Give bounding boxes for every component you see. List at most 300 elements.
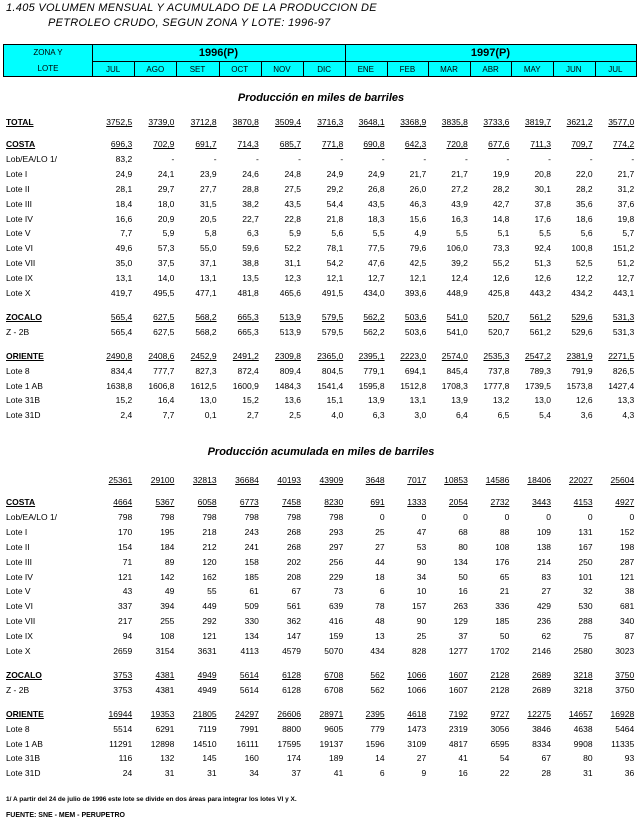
- cell-value: 5,1: [497, 228, 510, 239]
- cell-value: 29100: [150, 475, 175, 485]
- cell-value: 779,1: [363, 365, 385, 376]
- cell-value: 5614: [239, 684, 259, 695]
- cell-value: 6128: [282, 669, 301, 680]
- cell-value: 263: [453, 601, 468, 612]
- cell-value: 25604: [610, 475, 635, 485]
- cell-value: 52,5: [576, 258, 593, 269]
- cell-value: 2689: [532, 669, 551, 680]
- cell-value: 562,2: [363, 326, 385, 337]
- cell-value: 241: [244, 541, 259, 552]
- row-label: Lote I: [6, 526, 28, 537]
- cell-value: 1606,8: [148, 380, 175, 391]
- cell-value: 145: [202, 753, 217, 764]
- cell-value: 3023: [615, 646, 635, 656]
- cell-value: 120: [202, 556, 217, 567]
- cell-value: 18,0: [157, 198, 175, 209]
- cell-value: 531,3: [612, 311, 635, 322]
- cell-value: 531,3: [612, 326, 635, 337]
- cell-value: 7,7: [162, 410, 175, 421]
- cell-value: 20,5: [200, 213, 217, 224]
- cell-value: 5,9: [289, 228, 301, 239]
- table-row: [0, 474, 642, 487]
- cell-value: 12,3: [284, 273, 301, 284]
- cell-value: 20,9: [157, 213, 175, 224]
- cell-value: 690,8: [363, 139, 385, 149]
- cell-value: 1473: [407, 723, 427, 734]
- table-row: [0, 752, 642, 765]
- cell-value: 2395,1: [358, 350, 385, 361]
- cell-value: 7119: [198, 723, 217, 734]
- cell-value: 872,4: [237, 365, 259, 376]
- cell-value: 35,0: [115, 258, 133, 269]
- cell-value: 779: [370, 723, 385, 734]
- row-label: COSTA: [6, 497, 36, 507]
- cell-value: 3752,5: [106, 117, 133, 127]
- cell-value: 481,8: [237, 288, 259, 298]
- row-label: ZOCALO: [6, 311, 42, 322]
- cell-value: 14586: [485, 475, 510, 485]
- cell-value: 5,5: [372, 228, 385, 239]
- cell-value: 88: [499, 526, 510, 537]
- header-lote: LOTE: [37, 64, 59, 73]
- cell-value: 12,4: [451, 273, 468, 284]
- cell-value: 1333: [407, 497, 427, 507]
- table-row: [0, 138, 642, 151]
- cell-value: 448,9: [446, 288, 468, 298]
- cell-value: 2,7: [246, 410, 259, 421]
- cell-value: 0: [629, 511, 635, 522]
- cell-value: 43,9: [451, 198, 468, 209]
- cell-value: 0: [379, 511, 385, 522]
- row-label: Lote 31D: [6, 410, 41, 421]
- table-row: [0, 585, 642, 598]
- cell-value: 491,5: [321, 288, 344, 298]
- cell-value: 6: [379, 586, 385, 597]
- cell-value: 116: [118, 753, 133, 764]
- cell-value: 293: [329, 526, 344, 537]
- cell-value: 14,8: [492, 213, 510, 224]
- cell-value: 287: [620, 556, 635, 567]
- cell-value: 93: [624, 753, 635, 764]
- cell-value: 1595,8: [358, 380, 385, 391]
- cell-value: 2547,2: [525, 350, 551, 361]
- cell-value: 627,5: [153, 311, 175, 322]
- cell-value: 21,8: [326, 213, 344, 224]
- cell-value: 0: [463, 511, 468, 522]
- cell-value: 27: [541, 586, 551, 597]
- cell-value: 20,8: [534, 168, 551, 179]
- cell-value: 477,1: [195, 288, 217, 298]
- cell-value: 55: [207, 586, 217, 597]
- cell-value: 288: [578, 616, 593, 627]
- cell-value: 28,2: [492, 183, 510, 194]
- cell-value: 77,5: [368, 243, 385, 254]
- cell-value: 2,5: [289, 410, 301, 421]
- cell-value: 147: [286, 631, 301, 642]
- cell-value: 250: [578, 556, 593, 567]
- cell-value: 31: [207, 768, 217, 779]
- cell-value: 22,7: [242, 213, 259, 224]
- cell-value: 393,6: [404, 288, 427, 298]
- cell-value: 32813: [192, 475, 217, 485]
- table-row: [0, 311, 642, 324]
- cell-value: 41: [458, 753, 468, 764]
- cell-value: 4638: [573, 723, 593, 734]
- cell-value: 13,5: [242, 273, 259, 284]
- table-row: [0, 350, 642, 363]
- cell-value: 54,2: [326, 258, 344, 269]
- cell-value: 503,6: [404, 311, 427, 322]
- cell-value: 37: [458, 631, 468, 642]
- cell-value: 5,6: [580, 228, 593, 239]
- cell-value: 4,3: [622, 410, 635, 421]
- cell-value: 75: [583, 631, 593, 642]
- cell-value: 429: [536, 601, 551, 612]
- cell-value: 789,3: [529, 365, 551, 376]
- cell-value: 579,5: [321, 326, 344, 337]
- cell-value: 25: [375, 526, 385, 537]
- cell-value: 48: [375, 616, 385, 627]
- row-label: ORIENTE: [6, 708, 44, 719]
- cell-value: 134: [244, 631, 259, 642]
- cell-value: 8800: [282, 723, 301, 734]
- cell-value: 777,7: [153, 365, 175, 376]
- header-month: MAY: [523, 65, 541, 74]
- cell-value: 11291: [109, 738, 133, 749]
- cell-value: 38,2: [242, 198, 259, 209]
- cell-value: 13,9: [368, 395, 385, 406]
- cell-value: 12275: [527, 708, 551, 719]
- cell-value: 3509,4: [275, 117, 301, 127]
- cell-value: 78: [375, 601, 385, 612]
- cell-value: 561: [286, 601, 301, 612]
- cell-value: 12,1: [409, 273, 427, 284]
- cell-value: 562,2: [363, 311, 385, 322]
- cell-value: 13,1: [409, 395, 427, 406]
- cell-value: 256: [329, 556, 344, 567]
- cell-value: -: [423, 153, 427, 164]
- row-label: Lote VII: [6, 258, 36, 269]
- cell-value: 27: [416, 753, 427, 764]
- cell-value: 5,7: [622, 228, 635, 239]
- cell-value: 2535,3: [483, 350, 510, 361]
- cell-value: 340: [620, 616, 635, 627]
- cell-value: 1512,8: [400, 380, 427, 391]
- cell-value: -: [464, 153, 468, 164]
- cell-value: 7017: [407, 475, 427, 485]
- table-row: [0, 227, 642, 240]
- cell-value: 24297: [235, 708, 259, 719]
- cell-value: 2490,8: [106, 350, 133, 361]
- cell-value: 54,4: [326, 198, 344, 209]
- cell-value: 18406: [527, 475, 551, 485]
- cell-value: 394: [160, 601, 175, 612]
- cell-value: 330: [244, 616, 259, 627]
- cell-value: 677,6: [488, 139, 510, 149]
- cell-value: 43,5: [284, 198, 301, 209]
- cell-value: 28: [541, 768, 551, 779]
- cell-value: 21: [499, 586, 510, 597]
- cell-value: 16,3: [451, 213, 468, 224]
- cell-value: 28971: [319, 708, 344, 719]
- cell-value: 57,3: [157, 243, 175, 254]
- cell-value: 89: [164, 556, 175, 567]
- cell-value: -: [255, 153, 259, 164]
- table-row: [0, 511, 642, 524]
- cell-value: 529,6: [571, 311, 593, 322]
- cell-value: 297: [329, 541, 344, 552]
- cell-value: 529,6: [571, 326, 593, 337]
- cell-value: 1596: [365, 738, 385, 749]
- cell-value: 14510: [192, 738, 217, 749]
- cell-value: 6595: [490, 738, 510, 749]
- cell-value: 18: [375, 571, 385, 582]
- cell-value: 2574,0: [441, 350, 468, 361]
- cell-value: 24: [122, 768, 133, 779]
- cell-value: 3577,0: [608, 117, 635, 127]
- row-label: Lote 31B: [6, 395, 41, 406]
- cell-value: 13,1: [200, 273, 217, 284]
- cell-value: 50: [458, 571, 468, 582]
- cell-value: 6,5: [497, 410, 510, 421]
- cell-value: 520,7: [488, 311, 510, 322]
- cell-value: 3218: [573, 684, 593, 695]
- cell-value: 208: [286, 571, 301, 582]
- cell-value: 24,9: [115, 168, 133, 179]
- cell-value: 562: [370, 669, 385, 680]
- header-year-1996: 1996(P): [198, 47, 239, 59]
- cell-value: 0,1: [204, 410, 217, 421]
- cell-value: 7192: [448, 708, 468, 719]
- cell-value: 19353: [150, 708, 175, 719]
- cell-value: 5514: [113, 723, 133, 734]
- cell-value: 25: [416, 631, 427, 642]
- cell-value: 62: [541, 631, 551, 642]
- cell-value: 121: [202, 631, 217, 642]
- cell-value: 2408,6: [148, 350, 175, 361]
- cell-value: 495,5: [153, 288, 175, 298]
- cell-value: 3819,7: [525, 117, 551, 127]
- cell-value: 1777,8: [483, 380, 510, 391]
- cell-value: 8334: [532, 738, 551, 749]
- row-label: Lote I: [6, 168, 28, 179]
- table-row: [0, 571, 642, 584]
- cell-value: 709,7: [571, 139, 593, 149]
- cell-value: 1541,4: [317, 380, 344, 391]
- cell-value: 37: [291, 768, 301, 779]
- cell-value: 36684: [235, 475, 259, 485]
- cell-value: 443,2: [529, 288, 551, 298]
- cell-value: 34: [249, 768, 259, 779]
- row-label: Lote IX: [6, 273, 33, 284]
- cell-value: 22,8: [284, 213, 301, 224]
- cell-value: 106,0: [446, 243, 468, 254]
- cell-value: 720,8: [446, 139, 468, 149]
- table-row: [0, 669, 642, 682]
- cell-value: 31,5: [200, 198, 217, 209]
- cell-value: 3753: [113, 684, 133, 695]
- cell-value: 4579: [282, 646, 301, 656]
- cell-value: 3750: [615, 669, 635, 680]
- cell-value: 1708,3: [441, 380, 468, 391]
- cell-value: 12,2: [576, 273, 593, 284]
- cell-value: 6291: [155, 723, 175, 734]
- cell-value: 5367: [155, 497, 175, 507]
- cell-value: 6,3: [246, 228, 259, 239]
- cell-value: 13: [375, 631, 385, 642]
- cell-value: 87: [624, 631, 635, 642]
- cell-value: 35,6: [576, 198, 593, 209]
- cell-value: 5,8: [204, 228, 217, 239]
- cell-value: 3739,0: [148, 117, 175, 127]
- cell-value: 509: [244, 601, 259, 612]
- cell-value: 541,0: [446, 311, 468, 322]
- cell-value: 3109: [407, 738, 427, 749]
- cell-value: 67: [291, 586, 301, 597]
- cell-value: 826,5: [612, 365, 635, 376]
- cell-value: 9: [421, 768, 427, 779]
- cell-value: 40193: [277, 475, 301, 485]
- cell-value: 4949: [197, 684, 217, 695]
- cell-value: 268: [286, 541, 301, 552]
- table-row: [0, 153, 642, 166]
- cell-value: 2054: [448, 497, 468, 507]
- cell-value: 3750: [615, 684, 635, 695]
- cell-value: 425,8: [488, 288, 510, 298]
- row-label: Lote 31B: [6, 753, 41, 764]
- cell-value: 39,2: [451, 258, 468, 269]
- footnote: 1/ A partir del 24 de julio de 1996 este lote se divide en dos áreas para integrar los lotes VI y X.: [6, 796, 297, 803]
- cell-value: 162: [202, 571, 217, 582]
- cell-value: 43909: [319, 475, 344, 485]
- cell-value: 189: [329, 753, 344, 764]
- cell-value: 7,7: [120, 228, 133, 239]
- cell-value: 2659: [113, 646, 133, 656]
- cell-value: 185: [244, 571, 259, 582]
- table-row: [0, 767, 642, 780]
- cell-value: 1484,3: [275, 380, 301, 391]
- cell-value: 711,3: [530, 139, 551, 149]
- table-row: [0, 213, 642, 226]
- cell-value: 665,3: [237, 311, 259, 322]
- cell-value: 15,2: [242, 395, 259, 406]
- cell-value: -: [631, 153, 635, 164]
- table-row: [0, 684, 642, 697]
- cell-value: 14657: [568, 708, 593, 719]
- cell-value: 27: [375, 541, 385, 552]
- cell-value: 362: [286, 616, 301, 627]
- cell-value: 152: [620, 526, 635, 537]
- cell-value: 434,0: [363, 288, 385, 298]
- table-row: [0, 242, 642, 255]
- row-label: Lob/EA/LO 1/: [6, 153, 58, 164]
- cell-value: 627,5: [153, 326, 175, 337]
- cell-value: 565,4: [110, 311, 133, 322]
- cell-value: 2128: [490, 669, 510, 680]
- cell-value: 1739,5: [525, 380, 551, 391]
- table-row: [0, 257, 642, 270]
- cell-value: 834,4: [110, 365, 133, 376]
- cell-value: -: [340, 153, 344, 164]
- row-label: Lote IV: [6, 213, 33, 224]
- cell-value: -: [381, 153, 385, 164]
- cell-value: 809,4: [279, 365, 301, 376]
- cell-value: 90: [416, 616, 427, 627]
- table-row: [0, 526, 642, 539]
- cell-value: 798: [244, 511, 259, 522]
- cell-value: 15,6: [409, 213, 427, 224]
- cell-value: 2271,5: [608, 350, 635, 361]
- header-month: JUN: [566, 65, 582, 74]
- cell-value: 2491,2: [232, 350, 259, 361]
- cell-value: 38,8: [242, 258, 259, 269]
- cell-value: 6,4: [455, 410, 468, 421]
- header-month: JUL: [105, 65, 121, 74]
- cell-value: 6058: [197, 497, 217, 507]
- cell-value: 47: [416, 526, 427, 537]
- cell-value: 12,7: [368, 273, 385, 284]
- cell-value: 2365,0: [317, 350, 344, 361]
- cell-value: 714,3: [237, 139, 259, 149]
- cell-value: 3,6: [580, 410, 593, 421]
- header-month: JUL: [608, 65, 623, 74]
- cell-value: 3648: [365, 475, 385, 485]
- cell-value: 73,3: [492, 243, 510, 254]
- cell-value: 14: [375, 753, 385, 764]
- cell-value: 513,9: [279, 311, 301, 322]
- table-row: [0, 556, 642, 569]
- cell-value: 16111: [236, 738, 259, 749]
- cell-value: 46,3: [409, 198, 427, 209]
- cell-value: 142: [160, 571, 175, 582]
- cell-value: 6: [379, 768, 385, 779]
- cell-value: 416: [329, 616, 344, 627]
- table-row: [0, 168, 642, 181]
- cell-value: 73: [333, 586, 344, 597]
- cell-value: 67: [541, 753, 551, 764]
- cell-value: 54: [499, 753, 510, 764]
- cell-value: 798: [329, 511, 344, 522]
- cell-value: 16: [458, 768, 468, 779]
- cell-value: 6708: [324, 669, 344, 680]
- cell-value: 443,1: [612, 288, 635, 298]
- cell-value: 804,5: [321, 365, 344, 376]
- row-label: Lote X: [6, 646, 31, 656]
- cell-value: 292: [202, 616, 217, 627]
- cell-value: 26,8: [368, 183, 385, 194]
- cell-value: 53: [416, 541, 427, 552]
- cell-value: 37,5: [157, 258, 175, 269]
- cell-value: 12,6: [576, 395, 593, 406]
- cell-value: 79,6: [409, 243, 427, 254]
- cell-value: 419,7: [110, 288, 133, 298]
- cell-value: 24,1: [157, 168, 175, 179]
- cell-value: 520,7: [488, 326, 510, 337]
- cell-value: 5,9: [162, 228, 175, 239]
- cell-value: 3712,8: [190, 117, 217, 127]
- cell-value: 1066: [407, 684, 427, 695]
- cell-value: 696,3: [110, 139, 133, 149]
- table-row: [0, 116, 642, 129]
- row-label: Lote VII: [6, 616, 36, 627]
- cell-value: 1277: [448, 646, 468, 656]
- cell-value: 665,3: [237, 326, 259, 337]
- cell-value: 8230: [324, 497, 344, 507]
- cell-value: 18,6: [576, 213, 593, 224]
- cell-value: 10: [416, 586, 427, 597]
- cell-value: 92,4: [534, 243, 551, 254]
- table-row: [0, 287, 642, 300]
